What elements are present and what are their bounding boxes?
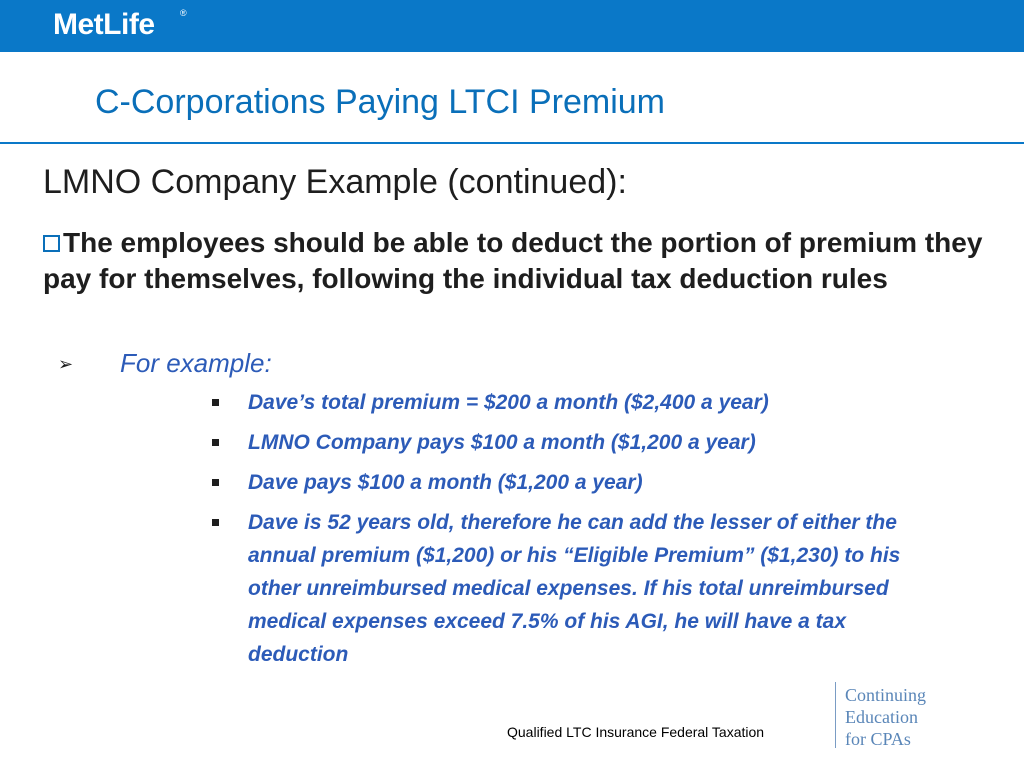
- example-item-text: Dave is 52 years old, therefore he can add the lesser of either the annual premium ($1,200) or his “Eligible Premium” ($1,230) to his other unreimbursed medical expenses. If his total unreimbursed medical expenses exceed 7.5% of his AGI, he will have a tax deduction: [248, 511, 901, 666]
- footer-divider: [835, 682, 836, 748]
- example-list-item: [210, 466, 930, 499]
- title-divider: [0, 142, 1024, 144]
- example-item-text: LMNO Company pays $100 a month ($1,200 a year): [248, 431, 756, 454]
- slide-title: C-Corporations Paying LTCI Premium: [95, 83, 665, 121]
- square-bullet-icon: [212, 519, 219, 526]
- example-list-item: [210, 386, 930, 419]
- registered-mark: ®: [180, 8, 187, 18]
- cpe-badge-line: Education: [845, 707, 918, 727]
- cpe-badge-line: Continuing: [845, 685, 927, 705]
- main-bullet-point: [43, 225, 1003, 297]
- example-item-text: Dave pays $100 a month ($1,200 a year): [248, 471, 643, 494]
- square-bullet-icon: [212, 399, 219, 406]
- square-bullet-icon: [212, 439, 219, 446]
- arrow-bullet-icon: ➢: [58, 354, 74, 374]
- brand-header-bar: [0, 0, 1024, 52]
- cpe-badge-line: for CPAs: [845, 729, 911, 749]
- example-label: For example:: [120, 348, 272, 378]
- example-list-item: [210, 426, 930, 459]
- cpe-badge-logo: [845, 684, 926, 750]
- example-item-text: Dave’s total premium = $200 a month ($2,400 a year): [248, 391, 769, 414]
- example-list: [210, 386, 930, 678]
- main-bullet-text: The employees should be able to deduct the portion of premium they pay for themselves, following the individual tax deduction rules: [43, 227, 983, 294]
- footer-course-title: Qualified LTC Insurance Federal Taxation: [507, 724, 765, 740]
- example-list-item: [210, 506, 930, 671]
- section-heading: LMNO Company Example (continued):: [43, 163, 627, 201]
- hollow-square-bullet-icon: [43, 235, 60, 252]
- square-bullet-icon: [212, 479, 219, 486]
- metlife-logo: MetLife: [53, 8, 155, 41]
